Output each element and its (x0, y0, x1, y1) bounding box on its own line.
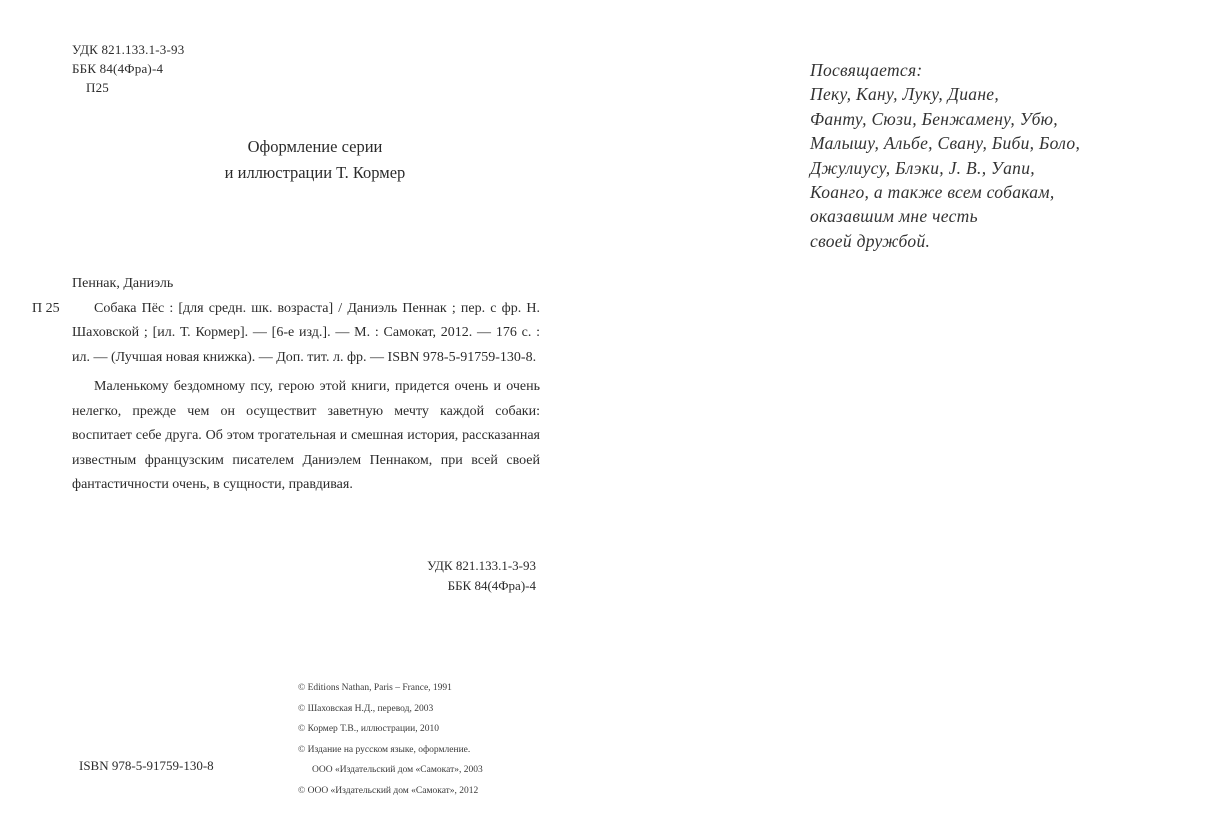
right-page (607, 0, 1214, 837)
copyright-line: © ООО «Издательский дом «Самокат», 2012 (298, 785, 479, 796)
udc-code: УДК 821.133.1-3-93 (72, 42, 185, 57)
dedication-line: Фанту, Сюзи, Бенжамену, Убю, (810, 108, 1058, 129)
design-credit-line: и иллюстрации Т. Кормер (224, 163, 406, 182)
udc-classification-bottom (300, 556, 536, 596)
design-credit (150, 134, 480, 186)
bibliographic-entry: Собака Пёс : [для средн. шк. возраста] / Даниэль Пеннак ; пер. с фр. Н. Шаховской ; [ил. Т. Кормер]. — [6-е изд.]. — М. : Самокат, 2012. — 176 с. : ил. — (Лучшая новая книжка). — Доп. тит. л. фр. — ISBN 978-5-91759-130-8. (72, 300, 540, 365)
design-credit-line: Оформление серии (247, 137, 383, 156)
copyright-line: © Editions Nathan, Paris – France, 1991 (298, 683, 452, 693)
dedication-line: Коанго, а также всем собакам, (810, 182, 1055, 203)
dedication-line: своей дружбой. (810, 230, 931, 251)
copyright-line: © Кормер Т.В., иллюстрации, 2010 (298, 724, 439, 734)
copyright-block (298, 678, 483, 801)
copyright-line: © Шаховская Н.Д., перевод, 2003 (298, 703, 434, 714)
copyright-line: © Издание на русском языке, оформление. (298, 744, 471, 755)
bibliographic-record (32, 272, 540, 498)
isbn: ISBN 978-5-91759-130-8 (79, 758, 214, 773)
dedication-line: оказавшим мне честь (810, 206, 978, 227)
copyright-line: ООО «Издательский дом «Самокат», 2003 (312, 765, 483, 775)
annotation: Маленькому бездомному псу, герою этой книги, придется очень и очень нелегко, прежде чем он осуществит заветную мечту каждой собаки: воспитает себе друга. Об этом трогательная и смешная история, рассказанная известным французским писателем Даниэлем Пеннаком, при всей своей фантастичности очень, в сущности, правдивая. (72, 379, 540, 492)
catalog-marker: П 25 (32, 300, 60, 316)
dedication-line: Малышу, Альбе, Свану, Биби, Боло, (810, 133, 1081, 154)
author-mark: П25 (86, 80, 109, 95)
dedication (810, 58, 1080, 253)
author-heading: Пеннак, Даниэль (72, 276, 174, 291)
udc-code: УДК 821.133.1-3-93 (427, 558, 536, 573)
dedication-line: Джулиусу, Блэки, J. B., Уапи, (810, 157, 1035, 178)
udc-classification-top (72, 40, 184, 97)
dedication-heading: Посвящается: (810, 60, 923, 80)
dedication-line: Пеку, Кану, Луку, Диане, (810, 84, 1000, 105)
bbk-code: ББК 84(4Фра)-4 (72, 61, 164, 76)
bbk-code: ББК 84(4Фра)-4 (447, 578, 536, 593)
